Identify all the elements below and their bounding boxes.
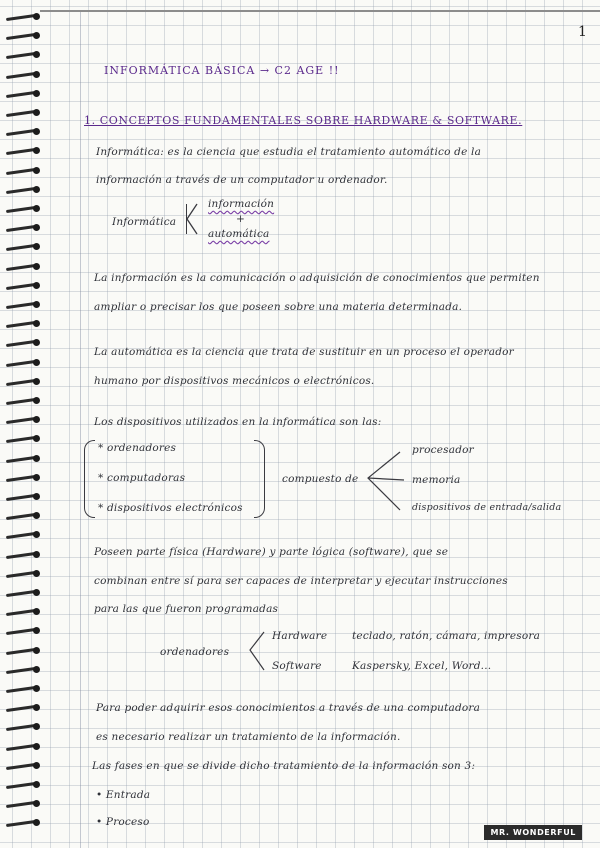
page-number: 1 [578, 24, 588, 40]
definition-line-2: información a través de un computador u ordenador. [96, 174, 388, 186]
device-item-1: * ordenadores [98, 442, 177, 454]
process-line-2: es necesario realizar un tratamiento de la información. [96, 731, 401, 743]
hardware-examples: teclado, ratón, cámara, impresora [352, 630, 541, 642]
composed-of-label: compuesto de [282, 473, 359, 485]
device-item-2: * computadoras [98, 472, 186, 484]
etymology-part-2: automática [208, 228, 270, 240]
etymology-plus: + [236, 213, 245, 225]
automatic-line-1: La automática es la ciencia que trata de sustituir en un proceso el operador [94, 346, 514, 358]
process-line-3: Las fases en que se divide dicho tratamiento de la información son 3: [92, 760, 476, 772]
parts-line-3: para las que fueron programadas [94, 603, 279, 615]
section-heading: 1. CONCEPTOS FUNDAMENTALES SOBRE HARDWARE & SOFTWARE. [84, 114, 523, 127]
information-line-2: ampliar o precisar los que poseen sobre una materia determinada. [94, 301, 463, 313]
information-line-1: La información es la comunicación o adquisición de conocimientos que permiten [94, 272, 540, 284]
phase-item-1: • Entrada [96, 789, 151, 801]
device-item-3: * dispositivos electrónicos [98, 502, 243, 514]
etymology-part-1: información [208, 198, 275, 210]
devices-intro: Los dispositivos utilizados en la informática son las: [94, 416, 382, 428]
parts-line-2: combinan entre sí para ser capaces de interpretar y ejecutar instrucciones [94, 575, 508, 587]
component-item-1: procesador [412, 444, 474, 456]
software-examples: Kaspersky, Excel, Word... [352, 660, 492, 672]
parts-line-1: Poseen parte física (Hardware) y parte lógica (software), que se [94, 546, 449, 558]
hardware-type: Hardware [272, 630, 328, 642]
software-type: Software [272, 660, 322, 672]
component-item-2: memoria [412, 474, 461, 486]
definition-line-1: Informática: es la ciencia que estudia el tratamiento automático de la [96, 146, 482, 158]
component-item-3: dispositivos de entrada/salida [412, 502, 562, 513]
automatic-line-2: humano por dispositivos mecánicos o electrónicos. [94, 375, 375, 387]
brand-logo: MR. WONDERFUL [484, 825, 582, 840]
process-line-1: Para poder adquirir esos conocimientos a través de una computadora [96, 702, 481, 714]
phase-item-2: • Proceso [96, 816, 150, 828]
etymology-word: Informática [112, 216, 177, 228]
computer-label: ordenadores [160, 646, 230, 658]
page-title: INFORMÁTICA BÁSICA → C2 AGE !! [104, 64, 340, 77]
